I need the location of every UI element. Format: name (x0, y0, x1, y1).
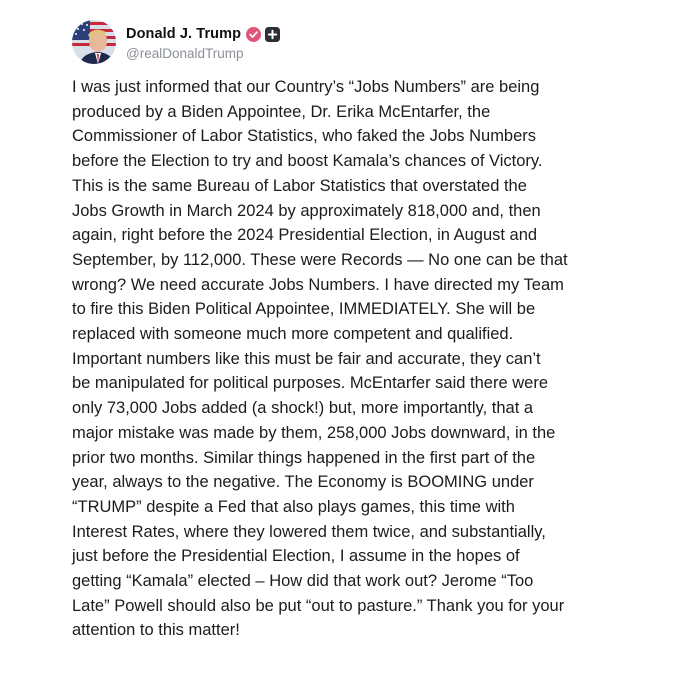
post-line: just before the Presidential Election, I assume in the hopes of (72, 547, 520, 566)
author-display-name[interactable]: Donald J. Trump (126, 26, 242, 42)
post-line: major mistake was made by them, 258,000 Jobs downward, in the (72, 423, 556, 442)
author-name-row (126, 24, 280, 44)
post-line: Late” Powell should also be put “out to pasture.” Thank you for your (72, 596, 565, 615)
post-line: wrong? We need accurate Jobs Numbers. I have directed my Team (72, 275, 564, 294)
post-line: Interest Rates, where they lowered them twice, and substantially, (72, 522, 546, 541)
post-line: produced by a Biden Appointee, Dr. Erika McEntarfer, the (72, 102, 491, 121)
avatar-portrait-icon (72, 20, 116, 64)
post-line: I was just informed that our Country’s “Jobs Numbers” are being (72, 78, 540, 96)
post-line: getting “Kamala” elected – How did that work out? Jerome “Too (72, 572, 534, 591)
post-line: Commissioner of Labor Statistics, who faked the Jobs Numbers (72, 127, 537, 146)
author-handle[interactable]: @realDonaldTrump (126, 46, 244, 61)
post-line: replaced with someone much more competent and qualified. (72, 325, 514, 344)
post-line: Important numbers like this must be fair and accurate, they can’t (72, 349, 541, 368)
post-line: “TRUMP” despite a Fed that also plays games, this time with (72, 497, 515, 516)
post-line: prior two months. Similar things happened in the first part of the (72, 448, 536, 467)
plus-badge-icon (265, 27, 280, 42)
avatar[interactable] (72, 20, 116, 64)
verified-badge-icon (246, 27, 261, 42)
post-line: year, always to the negative. The Economy is BOOMING under (72, 473, 534, 492)
post-line: before the Election to try and boost Kamala’s chances of Victory. (72, 152, 543, 171)
post-line: September, by 112,000. These were Records — No one can be that (72, 250, 568, 269)
post-line: to fire this Biden Political Appointee, IMMEDIATELY. She will be (72, 300, 536, 319)
post-body (72, 75, 632, 643)
post-line: only 73,000 Jobs added (a shock!) but, more importantly, that a (72, 399, 534, 418)
post-line: attention to this matter! (72, 621, 240, 640)
post-line: again, right before the 2024 Presidential Election, in August and (72, 226, 538, 245)
post-line: be manipulated for political purposes. McEntarfer said there were (72, 374, 548, 393)
post-line: This is the same Bureau of Labor Statistics that overstated the (72, 176, 527, 195)
post-line: Jobs Growth in March 2024 by approximately 818,000 and, then (72, 201, 541, 220)
